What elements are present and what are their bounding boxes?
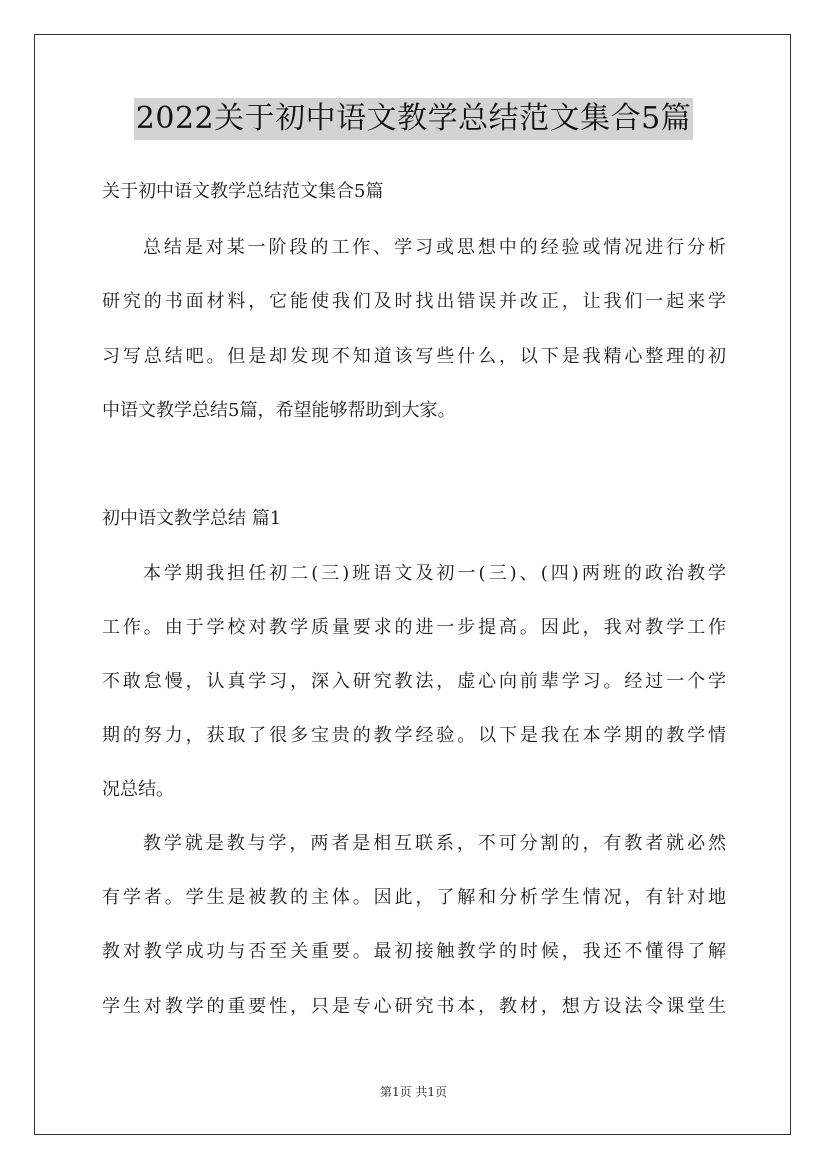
section-heading: 初中语文教学总结 篇1	[102, 508, 282, 529]
intro-line: 中语文教学总结5篇，希望能够帮助到大家。	[102, 400, 456, 421]
intro-line: 研究的书面材料，它能使我们及时找出错误并改正，让我们一起来学	[102, 291, 726, 312]
paragraph-line: 工作。由于学校对教学质量要求的进一步提高。因此，我对教学工作	[102, 617, 726, 638]
title-container	[0, 98, 827, 140]
document-title: 2022关于初中语文教学总结范文集合5篇	[134, 98, 693, 140]
document-subtitle: 关于初中语文教学总结范文集合5篇	[102, 181, 384, 202]
paragraph-line: 教学就是教与学，两者是相互联系，不可分割的，有教者就必然	[143, 833, 726, 854]
paragraph-line: 有学者。学生是被教的主体。因此，了解和分析学生情况，有针对地	[102, 887, 726, 908]
intro-line: 习写总结吧。但是却发现不知道该写些什么，以下是我精心整理的初	[102, 346, 726, 367]
paragraph-line: 况总结。	[102, 779, 174, 800]
paragraph-line: 期的努力，获取了很多宝贵的教学经验。以下是我在本学期的教学情	[102, 725, 726, 746]
paragraph-line: 教对教学成功与否至关重要。最初接触教学的时候，我还不懂得了解	[102, 941, 726, 962]
page-footer: 第1页 共1页	[379, 1085, 448, 1099]
paragraph-line: 本学期我担任初二(三)班语文及初一(三)、(四)两班的政治教学	[143, 563, 726, 584]
paragraph-line: 学生对教学的重要性，只是专心研究书本，教材，想方设法令课堂生	[102, 996, 726, 1017]
intro-line: 总结是对某一阶段的工作、学习或思想中的经验或情况进行分析	[143, 237, 726, 258]
paragraph-line: 不敢怠慢，认真学习，深入研究教法，虚心向前辈学习。经过一个学	[102, 671, 726, 692]
